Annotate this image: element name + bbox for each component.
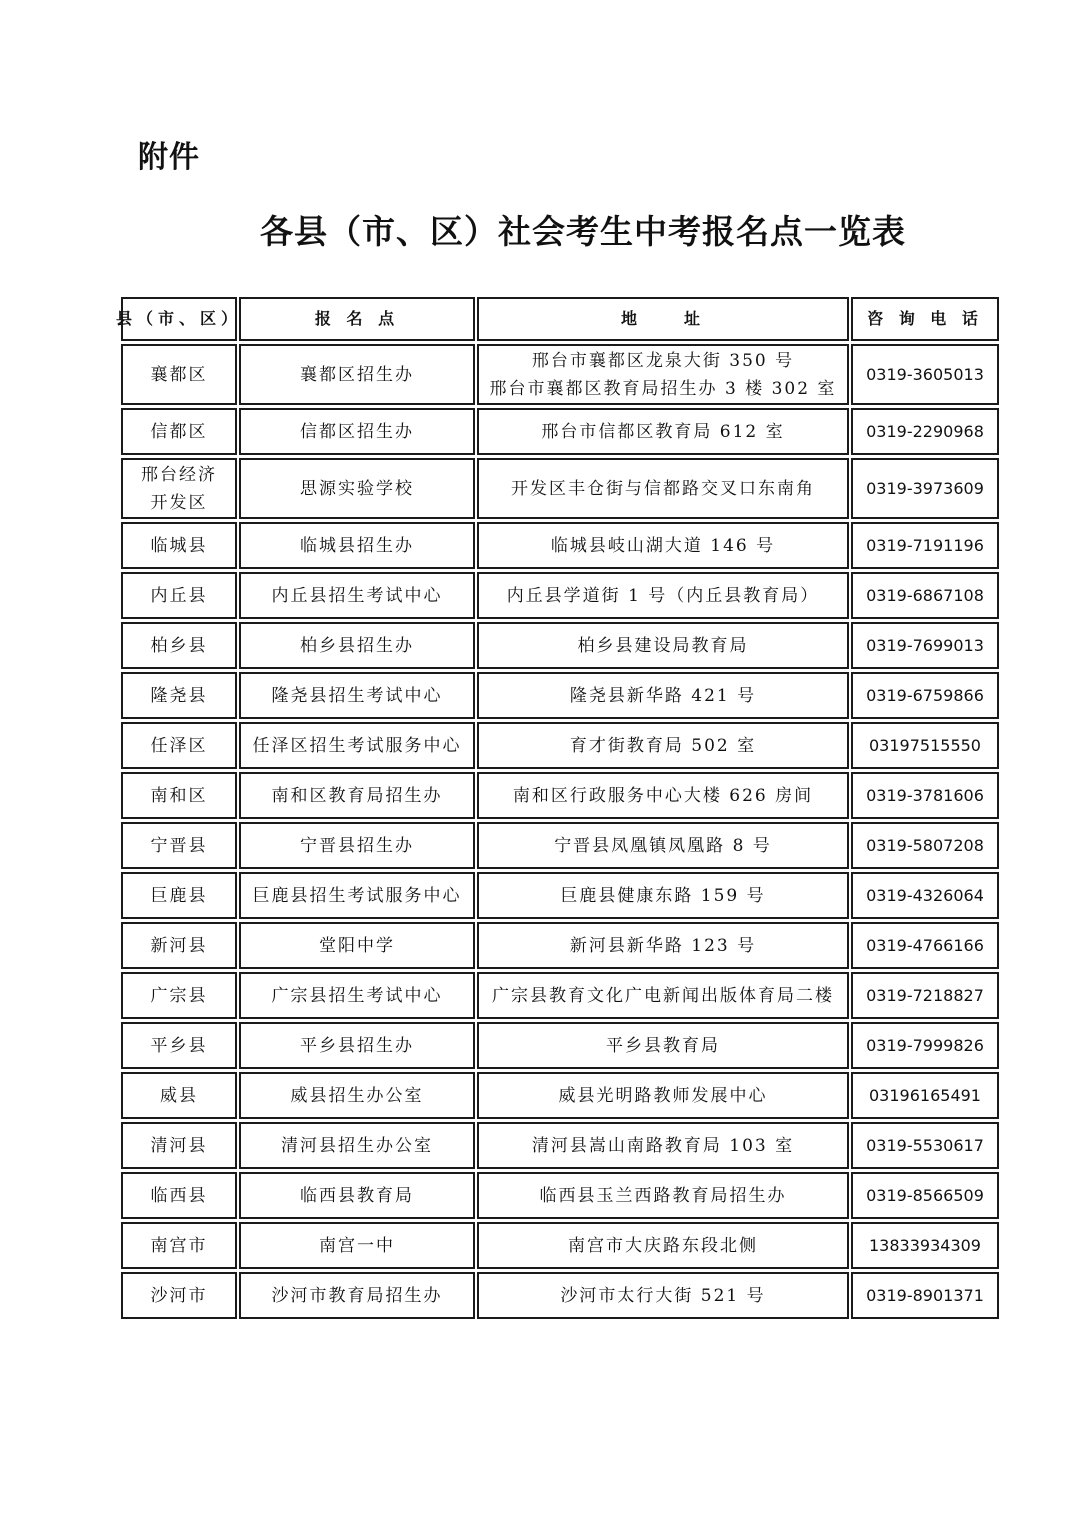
address-cell [477, 1172, 849, 1219]
county-cell [121, 622, 237, 669]
registration-sites-table [116, 296, 1000, 1321]
phone-cell: 0319-7191196 [851, 522, 999, 569]
phone-cell: 0319-7699013 [851, 622, 999, 669]
address-cell [477, 772, 849, 819]
attachment-label: 附件 [138, 140, 200, 175]
header-county: 县（市、区） [121, 297, 237, 341]
phone-cell: 03197515550 [851, 722, 999, 769]
address-line: 南宫市大庆路东段北侧 [568, 1235, 758, 1256]
address-line: 宁晋县凤凰镇凤凰路 8 号 [554, 835, 772, 856]
registration-site-cell: 巨鹿县招生考试服务中心 [239, 872, 475, 919]
county-cell [121, 572, 237, 619]
address-line: 清河县嵩山南路教育局 103 室 [531, 1135, 795, 1156]
county-name-line: 内丘县 [150, 585, 208, 606]
document-title [0, 206, 1080, 253]
address-cell [477, 1222, 849, 1269]
address-line: 内丘县学道街 1 号（内丘县教育局） [506, 585, 820, 606]
registration-site-cell: 堂阳中学 [239, 922, 475, 969]
county-name-line: 柏乡县 [150, 635, 208, 656]
registration-site-cell: 任泽区招生考试服务中心 [239, 722, 475, 769]
county-cell [121, 522, 237, 569]
address-cell [477, 922, 849, 969]
address-cell [477, 1022, 849, 1069]
header-registration-site: 报 名 点 [239, 297, 475, 341]
county-name-line: 信都区 [150, 421, 208, 442]
county-cell [121, 1072, 237, 1119]
registration-site-cell: 临城县招生办 [239, 522, 475, 569]
county-name-line: 巨鹿县 [150, 885, 208, 906]
address-line: 广宗县教育文化广电新闻出版体育局二楼 [492, 985, 834, 1006]
address-cell [477, 522, 849, 569]
address-line: 沙河市太行大街 521 号 [560, 1285, 766, 1306]
address-line: 威县光明路教师发展中心 [558, 1085, 768, 1106]
county-cell [121, 1272, 237, 1319]
registration-site-cell: 南和区教育局招生办 [239, 772, 475, 819]
registration-site-cell: 柏乡县招生办 [239, 622, 475, 669]
county-name-line: 威县 [160, 1085, 198, 1106]
phone-cell: 0319-4766166 [851, 922, 999, 969]
county-name-line: 清河县 [150, 1135, 208, 1156]
phone-cell: 0319-7218827 [851, 972, 999, 1019]
address-cell [477, 458, 849, 519]
phone-cell: 13833934309 [851, 1222, 999, 1269]
phone-cell: 03196165491 [851, 1072, 999, 1119]
county-cell [121, 458, 237, 519]
address-line: 临西县玉兰西路教育局招生办 [539, 1185, 787, 1206]
registration-site-cell: 思源实验学校 [239, 458, 475, 519]
registration-site-cell: 威县招生办公室 [239, 1072, 475, 1119]
county-name-line: 临西县 [150, 1185, 208, 1206]
phone-cell: 0319-5807208 [851, 822, 999, 869]
address-line: 邢台市襄都区龙泉大街 350 号 [531, 350, 795, 371]
registration-site-cell: 襄都区招生办 [239, 344, 475, 405]
registration-site-cell: 清河县招生办公室 [239, 1122, 475, 1169]
county-cell [121, 672, 237, 719]
address-cell [477, 408, 849, 455]
phone-cell: 0319-8566509 [851, 1172, 999, 1219]
county-name-line: 任泽区 [150, 735, 208, 756]
address-cell [477, 1072, 849, 1119]
address-line: 邢台市襄都区教育局招生办 3 楼 302 室 [489, 378, 837, 399]
registration-site-cell: 信都区招生办 [239, 408, 475, 455]
county-name-line: 广宗县 [150, 985, 208, 1006]
county-name-line: 隆尧县 [150, 685, 208, 706]
phone-cell: 0319-3605013 [851, 344, 999, 405]
phone-cell: 0319-8901371 [851, 1272, 999, 1319]
county-name-line: 平乡县 [150, 1035, 208, 1056]
registration-site-cell: 沙河市教育局招生办 [239, 1272, 475, 1319]
address-line: 平乡县教育局 [606, 1035, 720, 1056]
county-cell [121, 1172, 237, 1219]
address-line: 南和区行政服务中心大楼 626 房间 [512, 785, 814, 806]
phone-cell: 0319-6759866 [851, 672, 999, 719]
registration-site-cell: 广宗县招生考试中心 [239, 972, 475, 1019]
address-cell [477, 972, 849, 1019]
county-name-line: 襄都区 [150, 364, 208, 385]
phone-cell: 0319-4326064 [851, 872, 999, 919]
county-name-line: 开发区 [150, 492, 208, 513]
address-line: 巨鹿县健康东路 159 号 [560, 885, 766, 906]
address-cell [477, 722, 849, 769]
address-line: 临城县岐山湖大道 146 号 [550, 535, 776, 556]
phone-cell: 0319-3973609 [851, 458, 999, 519]
registration-site-cell: 内丘县招生考试中心 [239, 572, 475, 619]
county-cell [121, 822, 237, 869]
county-cell [121, 922, 237, 969]
county-cell [121, 1122, 237, 1169]
header-phone: 咨 询 电 话 [851, 297, 999, 341]
address-cell [477, 672, 849, 719]
county-name-line: 南和区 [150, 785, 208, 806]
address-line: 开发区丰仓街与信都路交叉口东南角 [511, 478, 815, 499]
phone-cell: 0319-3781606 [851, 772, 999, 819]
county-cell [121, 344, 237, 405]
address-line: 邢台市信都区教育局 612 室 [541, 421, 785, 442]
address-cell [477, 872, 849, 919]
county-cell [121, 772, 237, 819]
address-cell [477, 344, 849, 405]
county-name-line: 南宫市 [150, 1235, 208, 1256]
registration-site-cell: 临西县教育局 [239, 1172, 475, 1219]
registration-site-cell: 宁晋县招生办 [239, 822, 475, 869]
address-line: 隆尧县新华路 421 号 [569, 685, 757, 706]
county-name-line: 临城县 [150, 535, 208, 556]
address-cell [477, 822, 849, 869]
address-line: 育才街教育局 502 室 [569, 735, 757, 756]
county-cell [121, 1022, 237, 1069]
phone-cell: 0319-2290968 [851, 408, 999, 455]
phone-cell: 0319-7999826 [851, 1022, 999, 1069]
address-cell [477, 1272, 849, 1319]
county-name-line: 邢台经济 [141, 464, 217, 485]
county-cell [121, 1222, 237, 1269]
registration-site-cell: 南宫一中 [239, 1222, 475, 1269]
county-cell [121, 408, 237, 455]
address-cell [477, 1122, 849, 1169]
registration-site-cell: 平乡县招生办 [239, 1022, 475, 1069]
registration-site-cell: 隆尧县招生考试中心 [239, 672, 475, 719]
phone-cell: 0319-5530617 [851, 1122, 999, 1169]
document-title-text: 各县（市、区）社会考生中考报名点一览表 [260, 212, 906, 251]
county-cell [121, 722, 237, 769]
address-line: 柏乡县建设局教育局 [577, 635, 749, 656]
county-name-line: 沙河市 [150, 1285, 208, 1306]
address-cell [477, 622, 849, 669]
address-cell [477, 572, 849, 619]
address-line: 新河县新华路 123 号 [569, 935, 757, 956]
phone-cell: 0319-6867108 [851, 572, 999, 619]
header-address: 地 址 [477, 297, 849, 341]
county-name-line: 新河县 [150, 935, 208, 956]
county-cell [121, 872, 237, 919]
county-cell [121, 972, 237, 1019]
county-name-line: 宁晋县 [150, 835, 208, 856]
